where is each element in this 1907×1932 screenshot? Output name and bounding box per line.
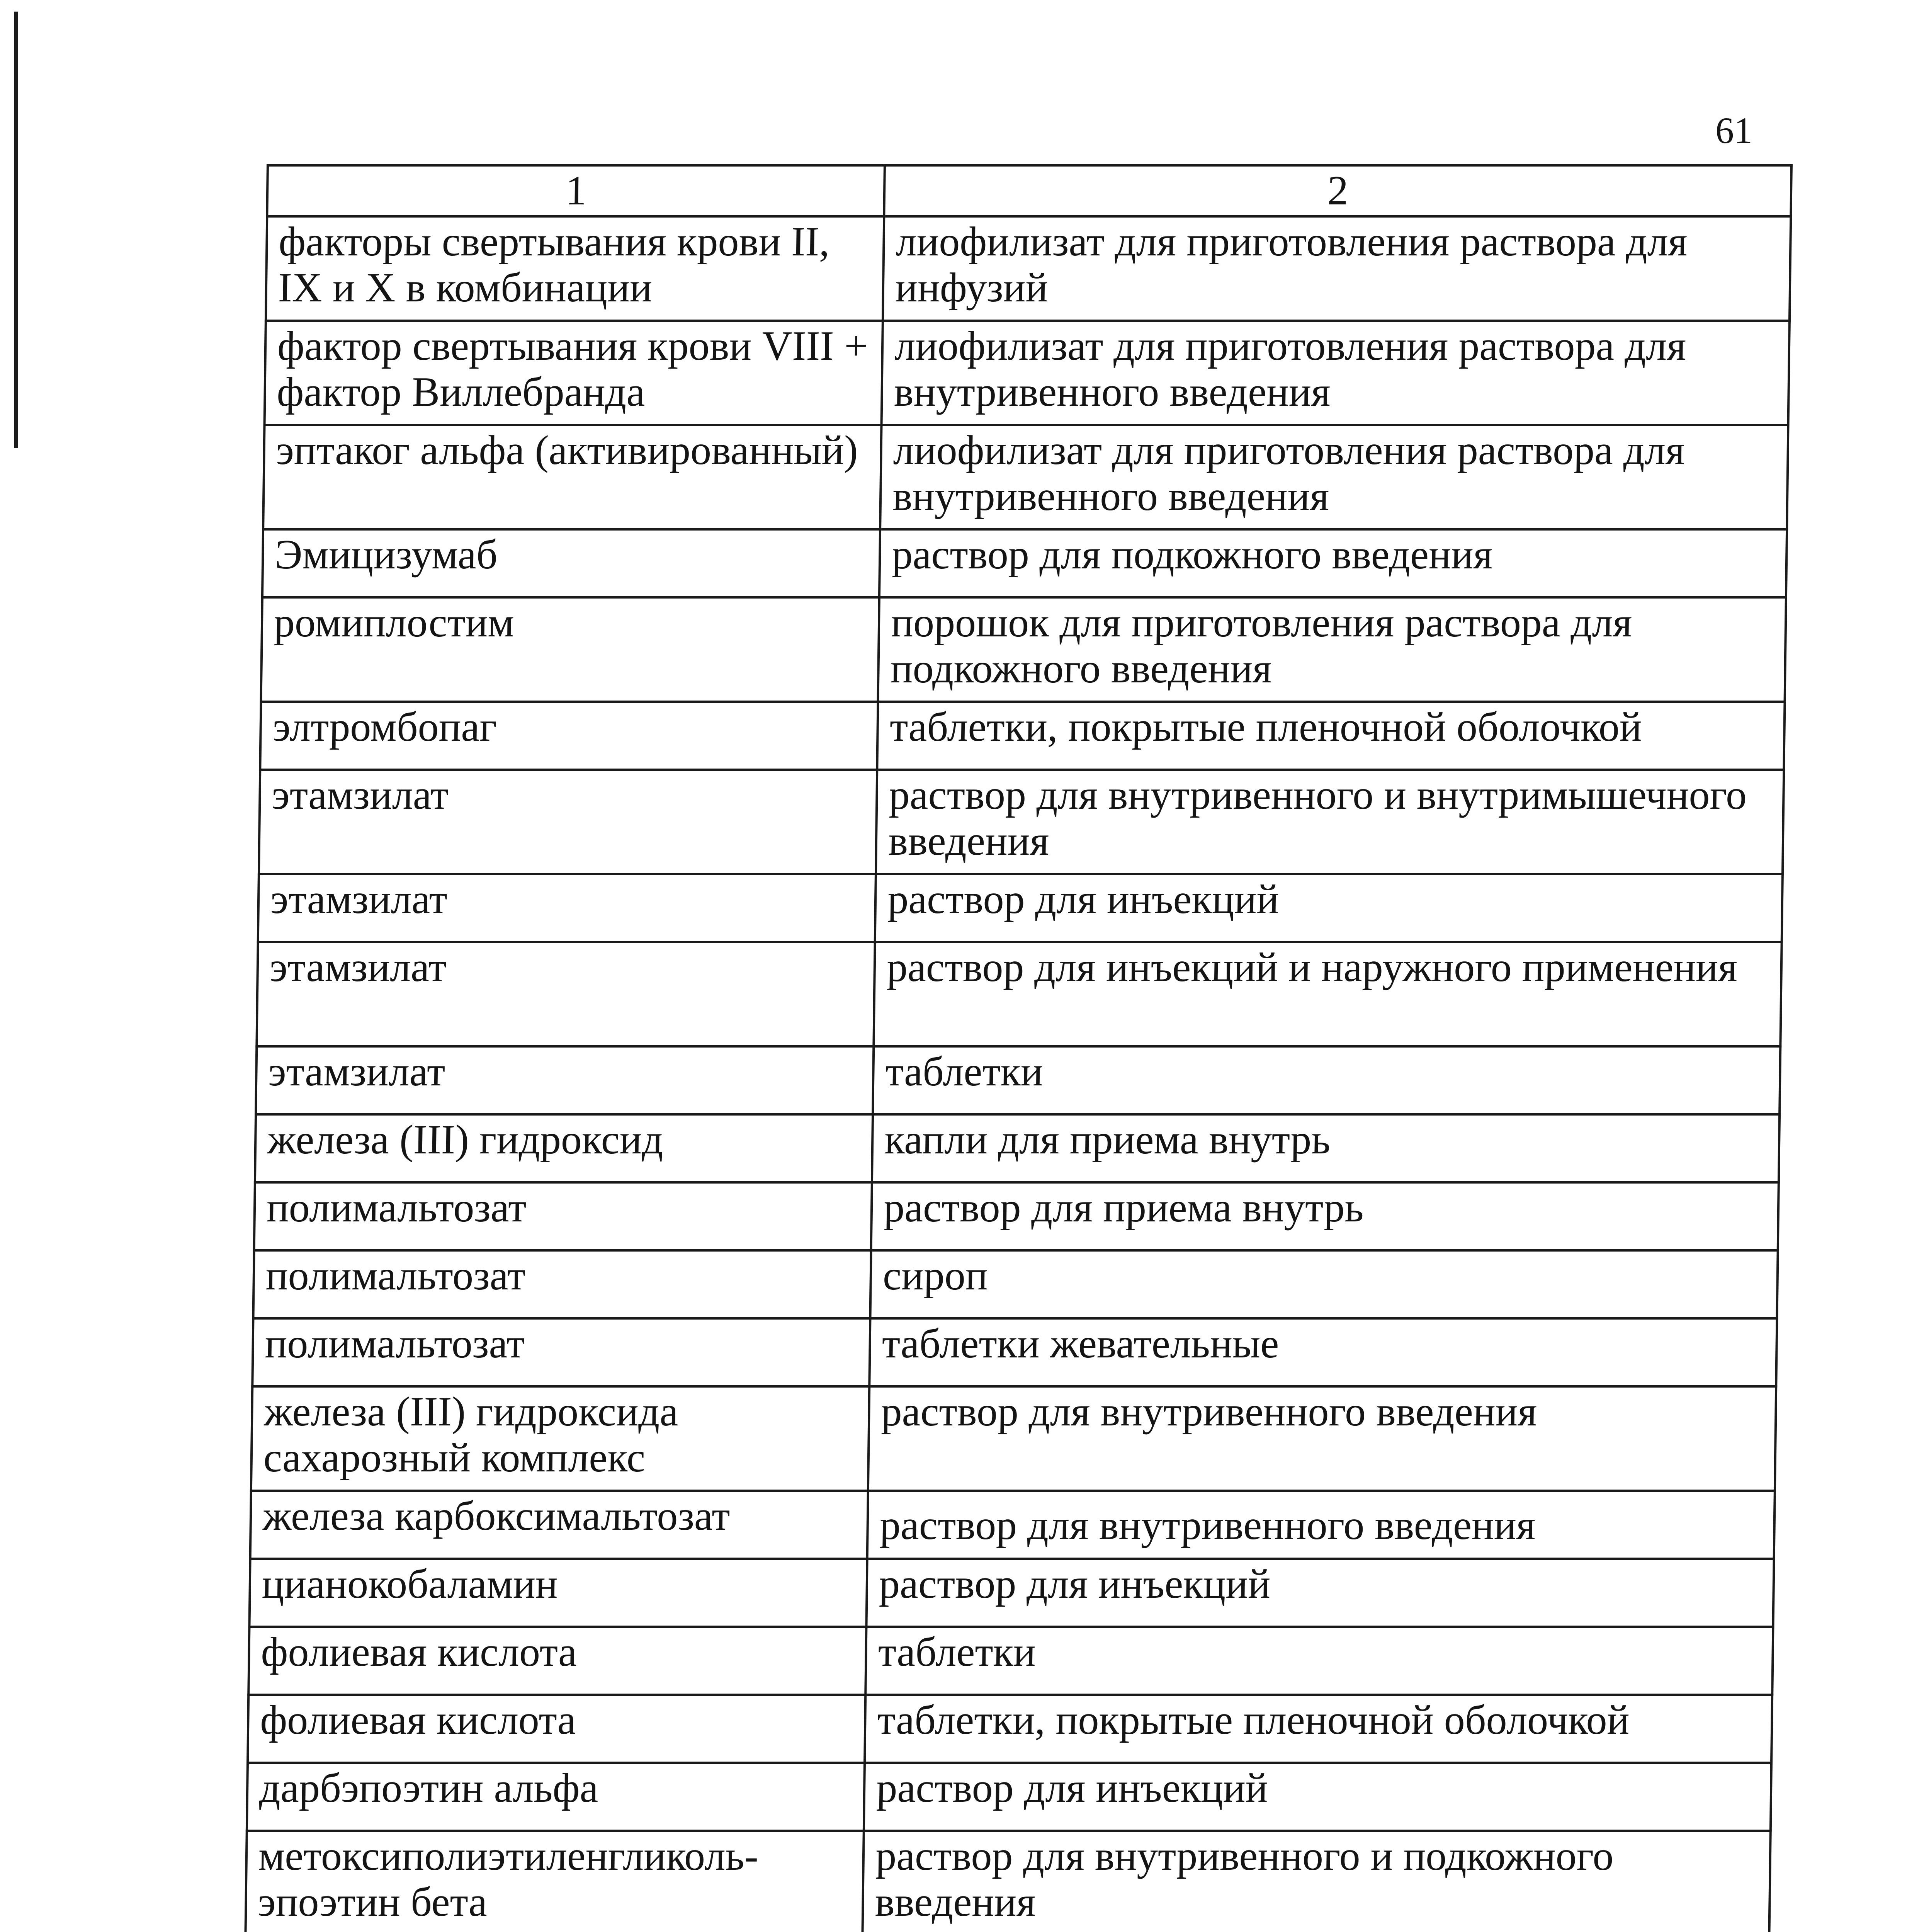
table-row (259, 770, 1784, 874)
dosage-form-cell: раствор для внутривенного введения (867, 1491, 1775, 1559)
drug-name-cell: этамзилат (256, 1046, 874, 1114)
dosage-form-cell: таблетки, покрытые пленочной оболочкой (865, 1695, 1772, 1763)
drug-name-cell: этамзилат (258, 874, 876, 942)
table-row (253, 1250, 1778, 1318)
drug-name-cell: цианокобаламин (249, 1559, 867, 1627)
drug-name-cell: этамзилат (257, 942, 875, 1046)
dosage-form-cell: сироп (870, 1250, 1778, 1318)
drug-name-cell: полимальтозат (254, 1182, 872, 1250)
dosage-form-cell: раствор для внутривенного и подкожного введения (863, 1831, 1771, 1932)
table-row (256, 1046, 1780, 1114)
drug-name-cell: факторы свертывания крови II, IX и X в комбинации (266, 216, 884, 321)
drug-name-cell: элтромбопаг (260, 702, 878, 770)
dosage-form-cell: таблетки (873, 1046, 1780, 1114)
dosage-form-cell: таблетки жевательные (870, 1318, 1777, 1386)
drug-name-cell: эптаког альфа (активированный) (263, 425, 882, 529)
table-row (245, 1831, 1770, 1932)
drug-name-cell: железа карбоксимальтозат (250, 1491, 869, 1559)
table-row (255, 1114, 1780, 1182)
table-row (260, 702, 1785, 770)
dosage-form-cell: раствор для инъекций (867, 1559, 1774, 1627)
drug-name-cell: полимальтозат (253, 1250, 871, 1318)
table-row (252, 1318, 1777, 1386)
table-row (265, 321, 1790, 425)
table-row (248, 1695, 1772, 1763)
drug-name-cell: Эмицизумаб (262, 529, 880, 597)
table-row (247, 1763, 1771, 1831)
dosage-form-cell: раствор для внутривенного и внутримышечного введения (876, 770, 1784, 874)
drug-table (236, 164, 1793, 1932)
dosage-form-cell: лиофилизат для приготовления раствора для инфузий (883, 216, 1791, 321)
dosage-form-cell: раствор для подкожного введения (879, 529, 1787, 597)
table-row (248, 1627, 1773, 1695)
drug-name-cell: железа (III) гидроксида сахарозный комплекс (251, 1386, 870, 1491)
dosage-form-cell: раствор для внутривенного введения (868, 1386, 1776, 1491)
column-header-2: 2 (884, 165, 1791, 216)
dosage-form-cell: капли для приема внутрь (872, 1114, 1780, 1182)
drug-name-cell: ромиплостим (261, 597, 880, 702)
drug-name-cell: дарбэпоэтин альфа (247, 1763, 865, 1831)
table-row (258, 874, 1783, 942)
table-row (254, 1182, 1779, 1250)
table-row (257, 942, 1781, 1046)
table-row (263, 425, 1788, 529)
table-row (266, 216, 1791, 321)
dosage-form-cell: раствор для приема внутрь (871, 1182, 1779, 1250)
dosage-form-cell: лиофилизат для приготовления раствора для внутривенного введения (882, 321, 1790, 425)
table-row (250, 1491, 1775, 1559)
dosage-form-cell: раствор для инъекций (875, 874, 1783, 942)
dosage-form-cell: раствор для инъекций и наружного применения (874, 942, 1782, 1046)
column-header-1: 1 (267, 165, 885, 216)
table-header-row (267, 165, 1791, 216)
drug-name-cell: фолиевая кислота (248, 1695, 866, 1763)
table-row (261, 597, 1786, 702)
dosage-form-cell: порошок для приготовления раствора для подкожного введения (878, 597, 1786, 702)
drug-name-cell: метоксиполиэтиленгликоль-эпоэтин бета (245, 1831, 864, 1932)
dosage-form-cell: раствор для инъекций (864, 1763, 1771, 1831)
scan-edge-line (14, 12, 18, 448)
drug-name-cell: фактор свертывания крови VIII + фактор Виллебранда (265, 321, 883, 425)
table-row (251, 1386, 1776, 1491)
dosage-form-cell: таблетки, покрытые пленочной оболочкой (877, 702, 1785, 770)
page-number: 61 (1715, 110, 1752, 151)
table-row (262, 529, 1787, 597)
dosage-form-cell: таблетки (866, 1627, 1773, 1695)
dosage-form-cell: лиофилизат для приготовления раствора для внутривенного введения (880, 425, 1788, 529)
drug-name-cell: железа (III) гидроксид (255, 1114, 873, 1182)
table-row (249, 1559, 1774, 1627)
drug-name-cell: этамзилат (259, 770, 877, 874)
drug-table-container (236, 164, 1793, 1932)
drug-name-cell: полимальтозат (252, 1318, 870, 1386)
drug-name-cell: фолиевая кислота (248, 1627, 867, 1695)
